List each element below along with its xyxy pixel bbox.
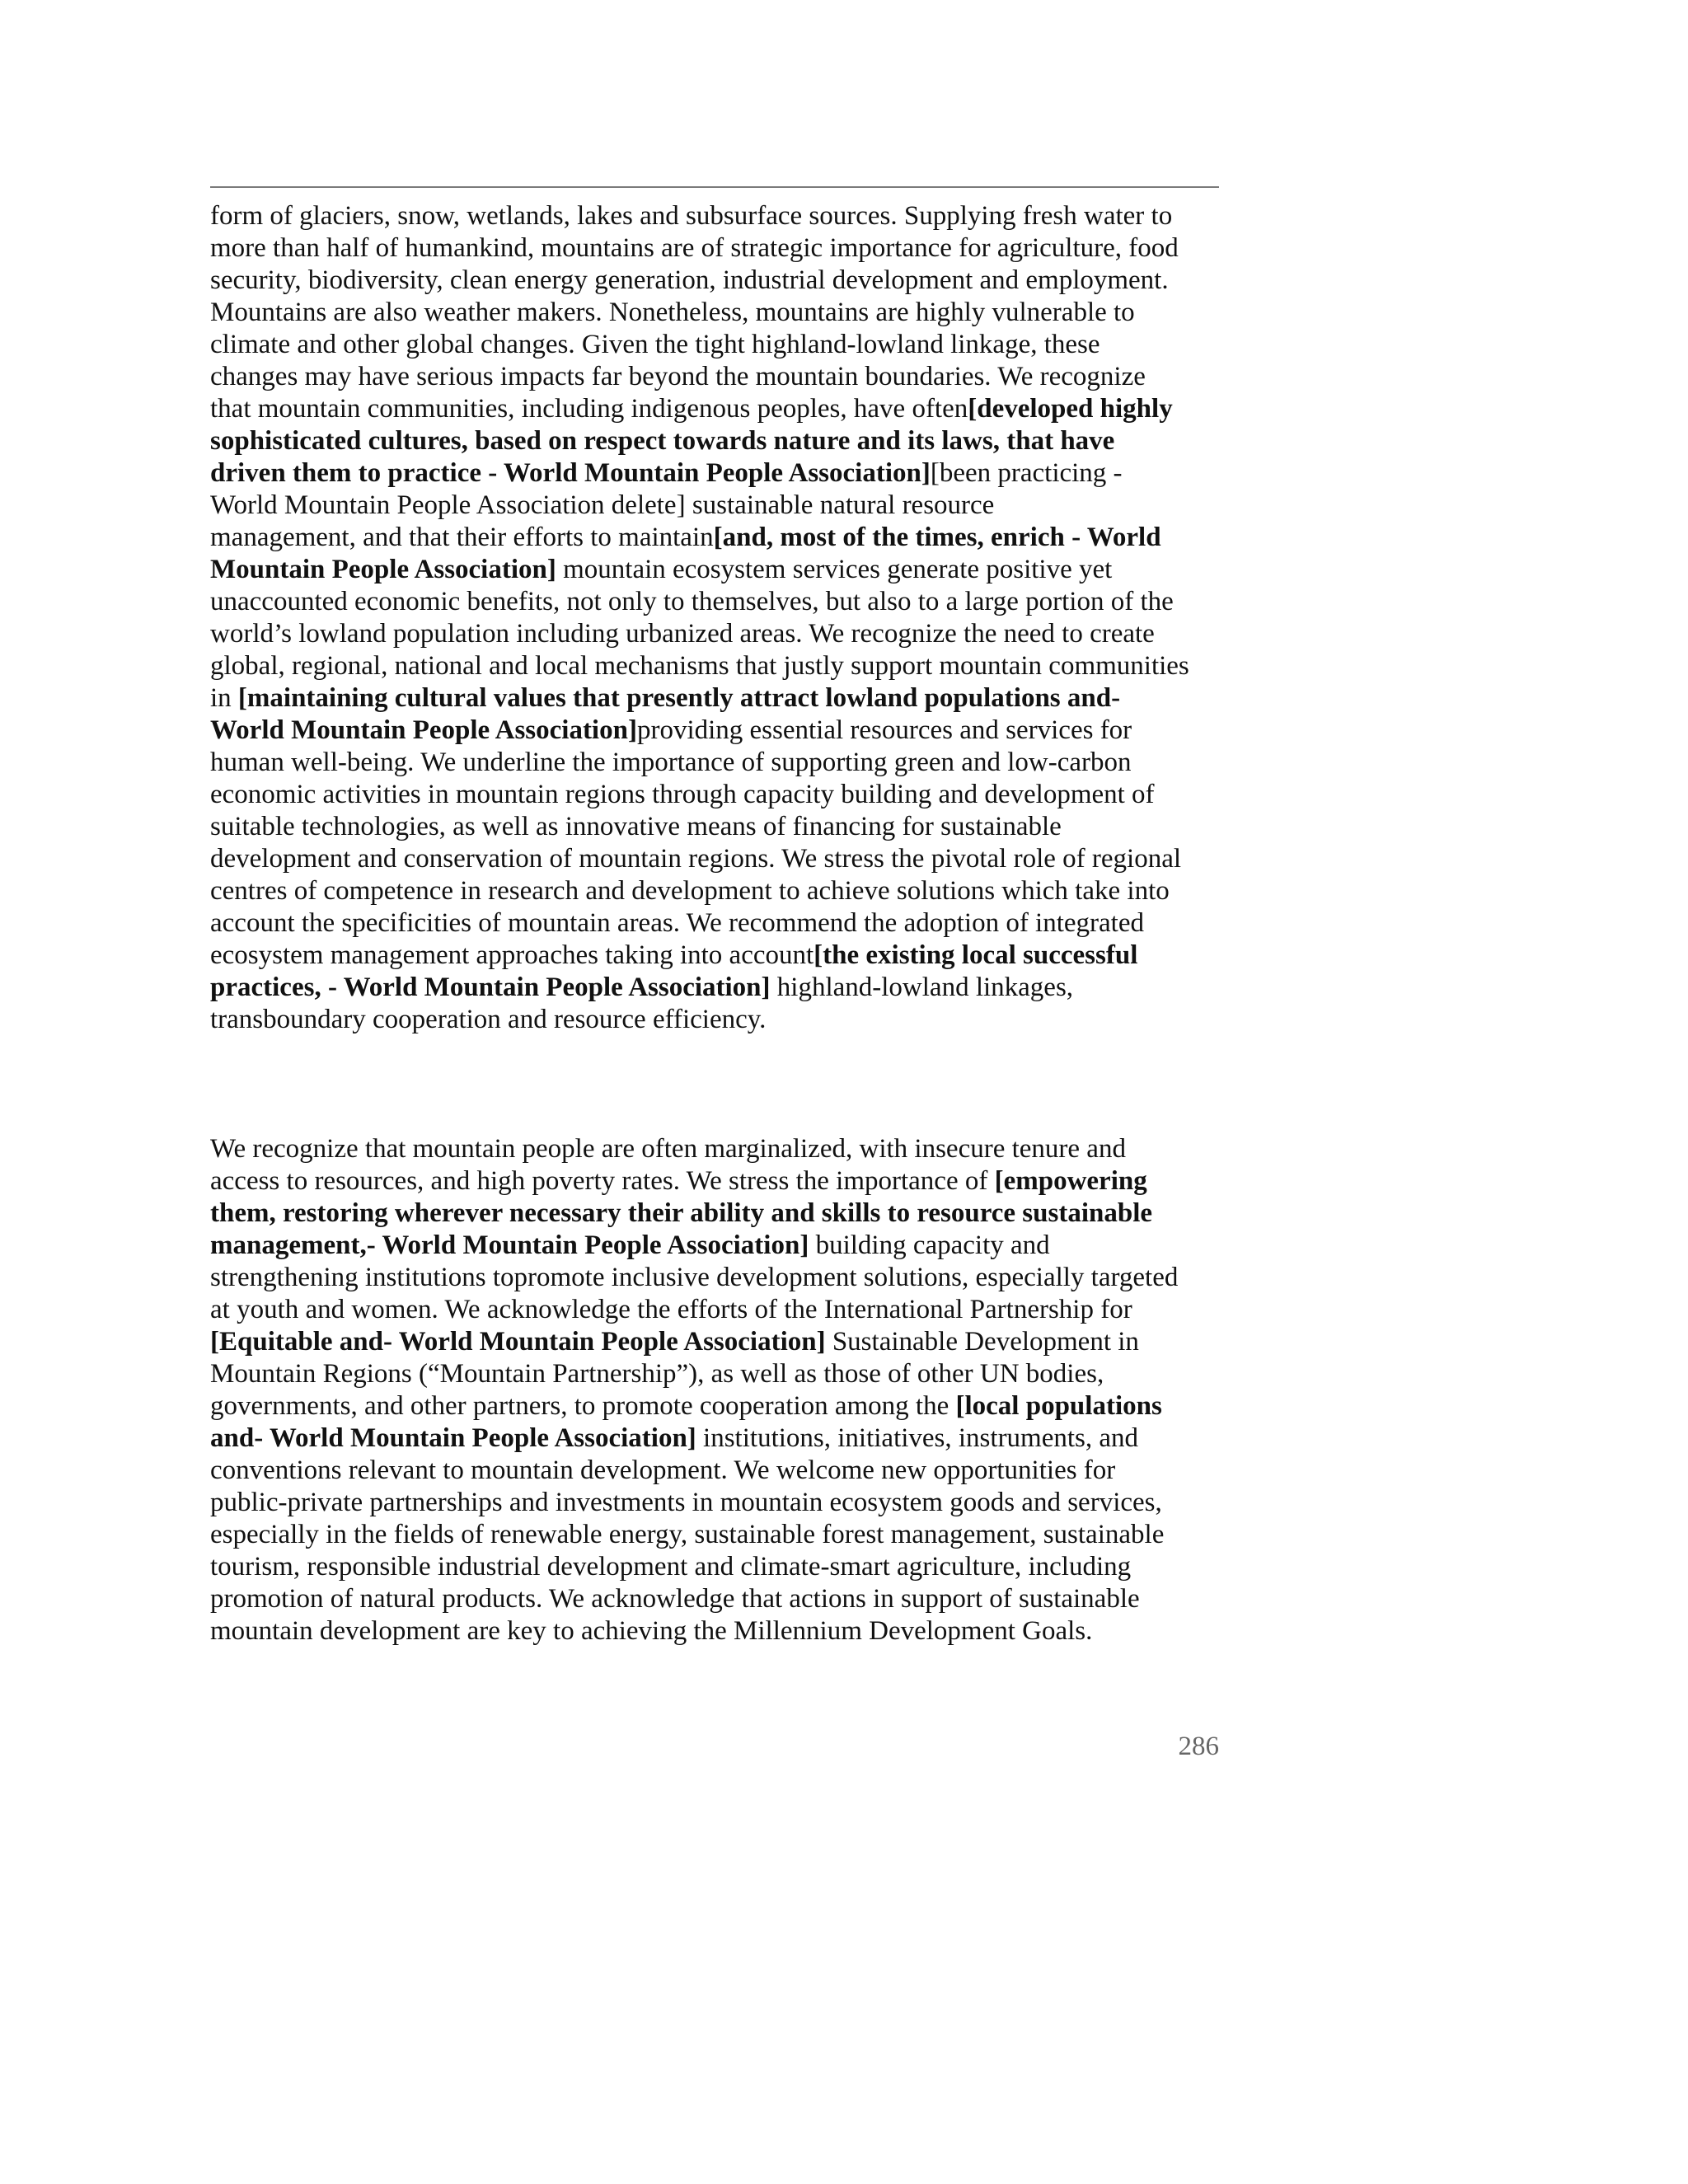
text-run: Sustainable Development in <box>825 1327 1139 1357</box>
text-line <box>210 650 1232 682</box>
text-run: mountain ecosystem services generate positive yet <box>556 555 1113 584</box>
text-run: more than half of humankind, mountains are of strategic importance for agriculture, food <box>210 233 1179 263</box>
page-number: 286 <box>1178 1732 1219 1761</box>
text-run: [been practicing - <box>930 458 1123 488</box>
text-run: climate and other global changes. Given the tight highland-lowland linkage, these <box>210 330 1100 359</box>
text-line <box>210 1358 1232 1390</box>
text-run: human well-being. We underline the importance of supporting green and low-carbon <box>210 748 1132 777</box>
text-line <box>210 1165 1232 1197</box>
text-line <box>210 1230 1232 1262</box>
text-line <box>210 1615 1232 1647</box>
text-line <box>210 297 1232 329</box>
text-run: management, and that their efforts to maintain <box>210 523 714 552</box>
text-run: mountain development are key to achieving the Millennium Development Goals. <box>210 1616 1093 1646</box>
bold-insertion: sophisticated cultures, based on respect towards nature and its laws, that have <box>210 426 1115 456</box>
bold-insertion: driven them to practice - World Mountain People Association] <box>210 458 931 488</box>
text-line <box>210 490 1232 522</box>
text-run: security, biodiversity, clean energy generation, industrial development and employment. <box>210 265 1169 295</box>
text-run: in <box>210 683 238 713</box>
text-run: governments, and other partners, to promote cooperation among the <box>210 1391 956 1421</box>
text-line <box>210 875 1232 907</box>
text-line <box>210 329 1232 361</box>
text-line <box>210 361 1232 393</box>
text-run: institutions, initiatives, instruments, and <box>696 1423 1139 1453</box>
text-run: especially in the fields of renewable energy, sustainable forest management, sustainable <box>210 1520 1165 1549</box>
paragraph-2 <box>210 1133 1232 1647</box>
text-line <box>210 811 1232 843</box>
text-run: providing essential resources and services for <box>636 715 1132 745</box>
bold-insertion: [empowering <box>994 1166 1147 1196</box>
text-run: We recognize that mountain people are often marginalized, with insecure tenure and <box>210 1134 1126 1164</box>
text-run: transboundary cooperation and resource efficiency. <box>210 1005 767 1034</box>
text-run: account the specificities of mountain areas. We recommend the adoption of integrated <box>210 908 1144 938</box>
text-run: world’s lowland population including urbanized areas. We recognize the need to create <box>210 619 1155 649</box>
text-run: form of glaciers, snow, wetlands, lakes and subsurface sources. Supplying fresh water to <box>210 201 1173 231</box>
text-line <box>210 940 1232 972</box>
bold-insertion: [local populations <box>955 1391 1162 1421</box>
text-run: strengthening institutions topromote inclusive development solutions, especially targeted <box>210 1263 1179 1292</box>
text-line <box>210 1487 1232 1519</box>
bold-insertion: management,- World Mountain People Association] <box>210 1230 809 1260</box>
text-line <box>210 1004 1232 1036</box>
bold-insertion: Mountain People Association] <box>210 555 556 584</box>
text-line <box>210 522 1232 554</box>
text-run: promotion of natural products. We acknowledge that actions in support of sustainable <box>210 1584 1140 1614</box>
text-run: centres of competence in research and development to achieve solutions which take into <box>210 876 1170 906</box>
bold-insertion: [maintaining cultural values that presently attract lowland populations and- <box>237 683 1121 713</box>
text-run: economic activities in mountain regions through capacity building and development of <box>210 780 1155 809</box>
text-line <box>210 715 1232 747</box>
bold-insertion: World Mountain People Association] <box>210 715 637 745</box>
text-line <box>210 393 1232 425</box>
text-line <box>210 972 1232 1004</box>
text-line <box>210 232 1232 265</box>
text-line <box>210 1455 1232 1487</box>
text-run: at youth and women. We acknowledge the efforts of the International Partnership for <box>210 1295 1132 1324</box>
paragraph-1 <box>210 200 1232 1036</box>
text-line <box>210 1262 1232 1294</box>
text-run: public-private partnerships and investments in mountain ecosystem goods and services, <box>210 1488 1162 1517</box>
text-line <box>210 1197 1232 1230</box>
text-line <box>210 682 1232 715</box>
header-rule <box>210 186 1219 188</box>
text-line <box>210 265 1232 297</box>
text-run: ecosystem management approaches taking into account <box>210 940 814 970</box>
text-run: World Mountain People Association delete] sustainable natural resource <box>210 490 995 520</box>
text-line <box>210 554 1232 586</box>
text-line <box>210 618 1232 650</box>
bold-insertion: [Equitable and- World Mountain People Association] <box>210 1327 826 1357</box>
text-line <box>210 586 1232 618</box>
text-line <box>210 1583 1232 1615</box>
text-line <box>210 1519 1232 1551</box>
bold-insertion: and- World Mountain People Association] <box>210 1423 696 1453</box>
text-line <box>210 1390 1232 1422</box>
text-run: Mountains are also weather makers. Nonetheless, mountains are highly vulnerable to <box>210 298 1135 327</box>
bold-insertion: [the existing local successful <box>814 940 1138 970</box>
bold-insertion: [developed highly <box>968 394 1173 424</box>
text-line <box>210 779 1232 811</box>
text-line <box>210 907 1232 940</box>
text-run: building capacity and <box>809 1230 1050 1260</box>
text-run: changes may have serious impacts far beyond the mountain boundaries. We recognize <box>210 362 1146 391</box>
text-run: tourism, responsible industrial development and climate-smart agriculture, including <box>210 1552 1132 1582</box>
text-run: that mountain communities, including indigenous peoples, have often <box>210 394 968 424</box>
text-line <box>210 1133 1232 1165</box>
text-run: Mountain Regions (“Mountain Partnership”), as well as those of other UN bodies, <box>210 1359 1104 1389</box>
text-line <box>210 425 1232 457</box>
text-line <box>210 1551 1232 1583</box>
bold-insertion: them, restoring wherever necessary their ability and skills to resource sustainable <box>210 1198 1153 1228</box>
text-line <box>210 200 1232 232</box>
text-run: suitable technologies, as well as innovative means of financing for sustainable <box>210 812 1062 841</box>
text-line <box>210 1422 1232 1455</box>
text-run: conventions relevant to mountain development. We welcome new opportunities for <box>210 1455 1116 1485</box>
text-run: unaccounted economic benefits, not only to themselves, but also to a large portion of the <box>210 587 1174 616</box>
bold-insertion: practices, - World Mountain People Association] <box>210 972 771 1002</box>
text-line <box>210 1326 1232 1358</box>
bold-insertion: [and, most of the times, enrich - World <box>713 523 1161 552</box>
text-run: global, regional, national and local mechanisms that justly support mountain communities <box>210 651 1189 681</box>
text-line <box>210 1294 1232 1326</box>
text-line <box>210 843 1232 875</box>
text-run: access to resources, and high poverty rates. We stress the importance of <box>210 1166 995 1196</box>
text-line <box>210 457 1232 490</box>
text-run: highland-lowland linkages, <box>770 972 1074 1002</box>
text-run: development and conservation of mountain regions. We stress the pivotal role of regional <box>210 844 1182 874</box>
text-line <box>210 747 1232 779</box>
